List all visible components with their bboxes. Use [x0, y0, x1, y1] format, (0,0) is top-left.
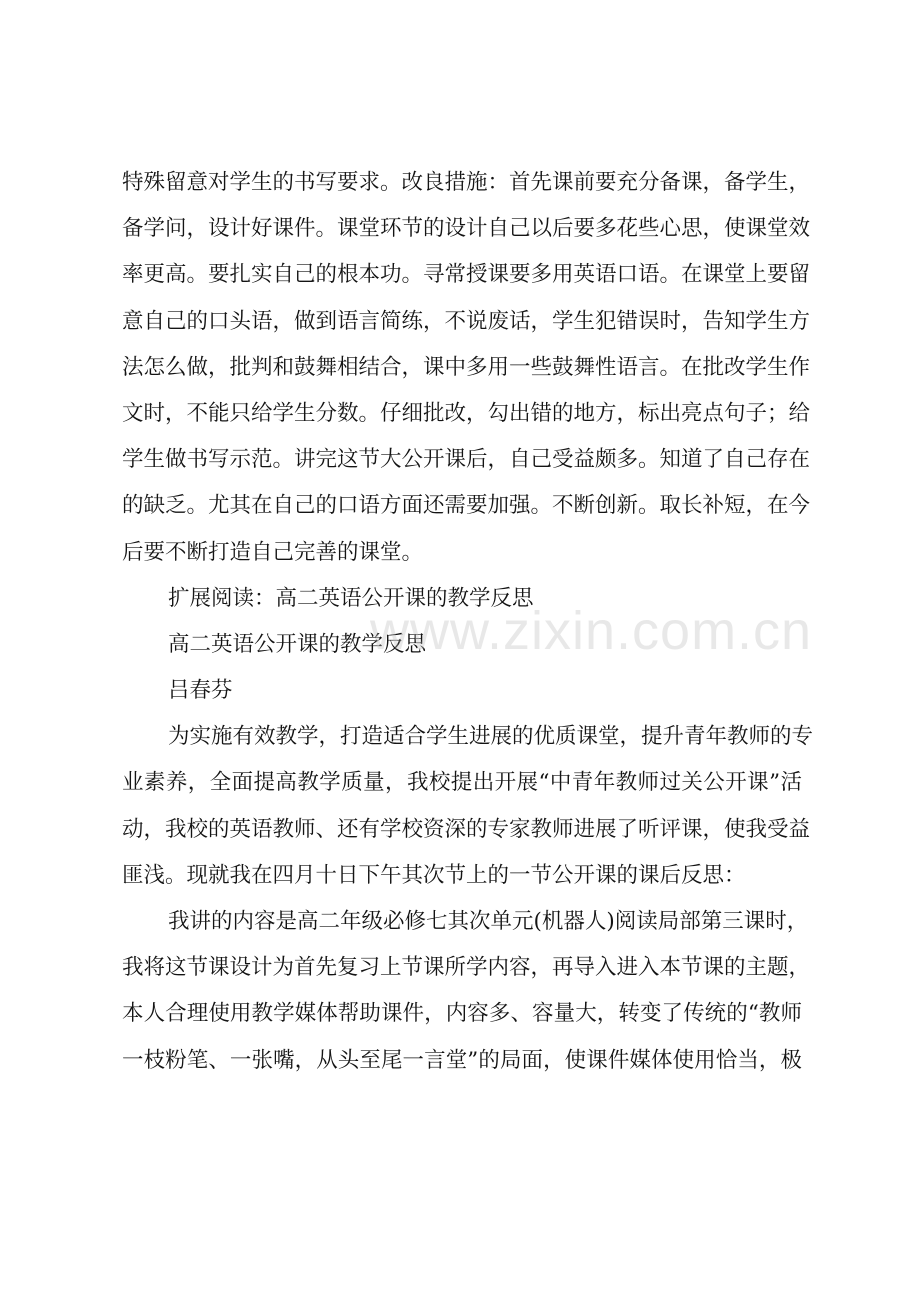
text-line: 后要不断打造自己完善的课堂。 — [122, 539, 424, 565]
text-line: 业素养，全面提高教学质量，我校提出开展“中青年教师过关公开课”活 — [122, 770, 802, 796]
article-title: 高二英语公开课的教学反思 — [168, 631, 427, 657]
text-line: 动，我校的英语教师、还有学校资深的专家教师进展了听评课，使我受益 — [122, 816, 811, 842]
extended-reading-heading: 扩展阅读：高二英语公开课的教学反思 — [168, 585, 534, 611]
text-line: 特殊留意对学生的书写要求。改良措施：首先课前要充分备课，备学生， — [122, 170, 811, 195]
text-line: 备学问，设计好课件。课堂环节的设计自己以后要多花些心思，使课堂效 — [122, 216, 811, 242]
paragraph-1 — [122, 160, 811, 576]
paragraph-3 — [122, 899, 811, 1084]
text-line: 意自己的口头语，做到语言简练，不说废话，学生犯错误时，告知学生方 — [122, 308, 811, 334]
text-line: 我讲的内容是高二年级必修七其次单元(机器人)阅读局部第三课时， — [168, 909, 809, 934]
paragraph-2 — [122, 714, 814, 899]
watermark: www.zixin.com.cn — [370, 601, 813, 661]
text-line: 本人合理使用教学媒体帮助课件，内容多、容量大，转变了传统的“教师 — [122, 1001, 802, 1027]
text-line: 我将这节课设计为首先复习上节课所学内容，再导入进入本节课的主题， — [122, 955, 811, 981]
text-line: 率更高。要扎实自己的根本功。寻常授课要多用英语口语。在课堂上要留 — [122, 262, 811, 288]
document-body — [122, 160, 814, 1084]
text-line: 匪浅。现就我在四月十日下午其次节上的一节公开课的课后反思： — [122, 862, 746, 888]
text-line: 学生做书写示范。讲完这节大公开课后，自己受益颇多。知道了自己存在 — [122, 447, 811, 473]
author-name: 吕春芬 — [168, 678, 233, 704]
text-line: 的缺乏。尤其在自己的口语方面还需要加强。不断创新。取长补短，在今 — [122, 493, 811, 519]
text-line: 一枝粉笔、一张嘴，从头至尾一言堂”的局面，使课件媒体使用恰当，极 — [122, 1047, 802, 1073]
text-line: 文时，不能只给学生分数。仔细批改，勾出错的地方，标出亮点句子；给 — [122, 400, 811, 426]
text-line: 法怎么做，批判和鼓舞相结合，课中多用一些鼓舞性语言。在批改学生作 — [122, 354, 811, 380]
text-line: 为实施有效教学，打造适合学生进展的优质课堂，提升青年教师的专 — [168, 724, 814, 750]
